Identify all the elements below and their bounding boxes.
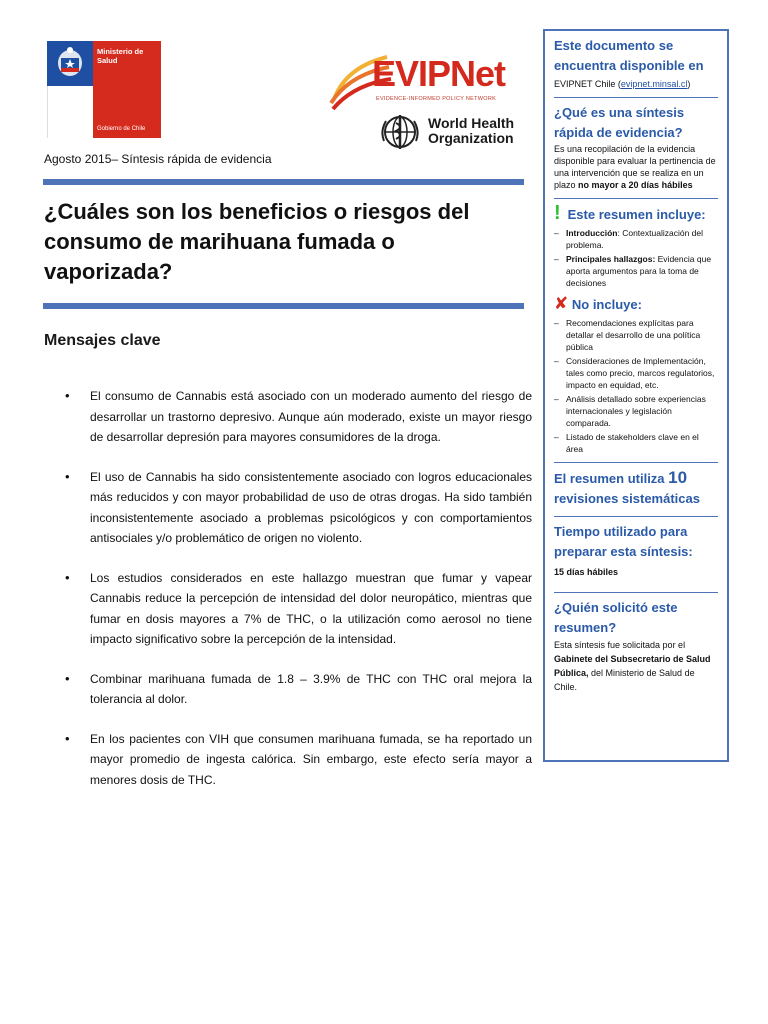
who-heading: ¿Quién solicitó este resumen? [554,600,678,635]
includes-item-bold: Principales hallazgos: [566,254,656,264]
key-message-item: • El uso de Cannabis ha sido consistentemente asociado con logros educacionales más reducidos y con mayor probabilidad de uso de otras drogas. Ha sido también inconsistentemente asociado a problemas psicológicos y con comportamientos antisociales y/o problemático de origen no violento. [62,467,532,549]
ministry-logo-line: Ministerio de [97,47,144,56]
available-suffix: ) [687,79,691,89]
sidebar-divider [554,462,718,463]
who-logo-line: World Health [428,115,515,131]
sidebar-divider [554,516,718,517]
includes-heading: Este resumen incluye: [567,207,706,222]
exclamation-icon: ! [554,202,561,224]
available-prefix: EVIPNET Chile ( [554,79,621,89]
includes-heading-row [554,204,718,225]
who-text-prefix: Esta síntesis fue solicitada por el [554,640,686,650]
includes-item [554,227,718,251]
reviews-prefix: El resumen utiliza [554,471,665,486]
evipnet-link[interactable]: evipnet.minsal.cl [620,79,688,89]
sidebar-divider [554,592,718,593]
reviews-heading [554,468,718,509]
key-messages-list [62,386,532,809]
excludes-heading: No incluye: [571,297,642,312]
what-text [554,143,718,191]
page-title: ¿Cuáles son los beneficios o riesgos del consumo de marihuana fumada o vaporizada? [44,199,470,284]
excludes-item: – Listado de stakeholders clave en el área [554,431,718,455]
reviews-suffix: revisiones sistemáticas [554,491,700,506]
key-message-item: • Los estudios considerados en este hallazgo muestran que fumar y vapear Cannabis reduce la percepción de intensidad del dolor neuropático, mientras que fumar en dosis mayores a 7% de THC, o la utilización como aerosol no tiene impacto significativo sobre la percepción de la intensidad. [62,568,532,650]
info-sidebar [543,29,729,762]
evipnet-logo-sub: EVIDENCE-INFORMED POLICY NETWORK [376,96,497,102]
sidebar-divider [554,97,718,98]
excludes-item: – Análisis detallado sobre experiencias internacionales y legislación comparada. [554,393,718,429]
reviews-count: 10 [668,468,688,487]
what-text-bold: no mayor a 20 días hábiles [578,180,693,190]
excludes-item: – Consideraciones de Implementación, tales como precio, marcos regulatorios, impacto en equidad, etc. [554,355,718,391]
excludes-list [554,317,718,455]
excludes-item: – Recomendaciones explícitas para detallar el desarrollo de una política pública [554,317,718,353]
includes-item-bold: Introducción [566,228,618,238]
who-text-bold: Gabinete del Subsecretario de Salud Pública, [554,654,711,678]
time-heading: Tiempo utilizado para preparar esta síntesis: [554,524,693,559]
who-logo [378,111,518,153]
what-heading: ¿Qué es una síntesis rápida de evidencia? [554,105,685,140]
who-text [554,638,718,694]
section-heading: Mensajes clave [44,332,161,349]
who-text-suffix: del Ministerio de Salud de Chile. [554,668,695,692]
key-message-item: • En los pacientes con VIH que consumen marihuana fumada, se ha reportado un mayor promedio de ingesta calórica. Sin embargo, este efecto sería mayor a menores dosis de THC. [62,729,532,791]
evipnet-logo-text: EVIPNet [372,53,506,94]
evipnet-logo [327,47,517,117]
chile-coat-of-arms-icon [55,45,85,79]
top-rule [43,179,524,185]
key-message-item: • El consumo de Cannabis está asociado con un moderado aumento del riesgo de desarrollar un trastorno depresivo. Aunque aún moderado, existe un mayor riesgo de desarrollar depresión para mayores consumidores de la droga. [62,386,532,448]
includes-item-text: Evidencia que aporta argumentos para la toma de decisiones [566,254,712,288]
what-text-body: Es una recopilación de la evidencia disponible para evaluar la pertinencia de una intervención que se realiza en un plazo [554,144,716,190]
key-message-item: • Combinar marihuana fumada de 1.8 – 3.9% de THC con THC oral mejora la tolerancia al dolor. [62,669,532,710]
available-text [554,78,718,90]
date-line: Agosto 2015– Síntesis rápida de evidencia [44,152,272,166]
ministry-logo-line: Salud [97,56,118,65]
available-heading: Este documento se encuentra disponible en [554,38,704,73]
who-logo-line: Organization [428,130,514,146]
sidebar-divider [554,198,718,199]
title-rule [43,303,524,309]
who-emblem-icon [378,111,422,153]
excludes-heading-row [554,295,718,315]
includes-item-text: : Contextualización del problema. [566,228,704,250]
ministry-logo-sub: Gobierno de Chile [97,126,146,132]
includes-item [554,253,718,289]
ministerio-salud-logo [47,41,161,138]
time-value: 15 días hábiles [554,567,619,577]
red-x-icon: ✘ [554,294,569,313]
includes-list [554,227,718,289]
